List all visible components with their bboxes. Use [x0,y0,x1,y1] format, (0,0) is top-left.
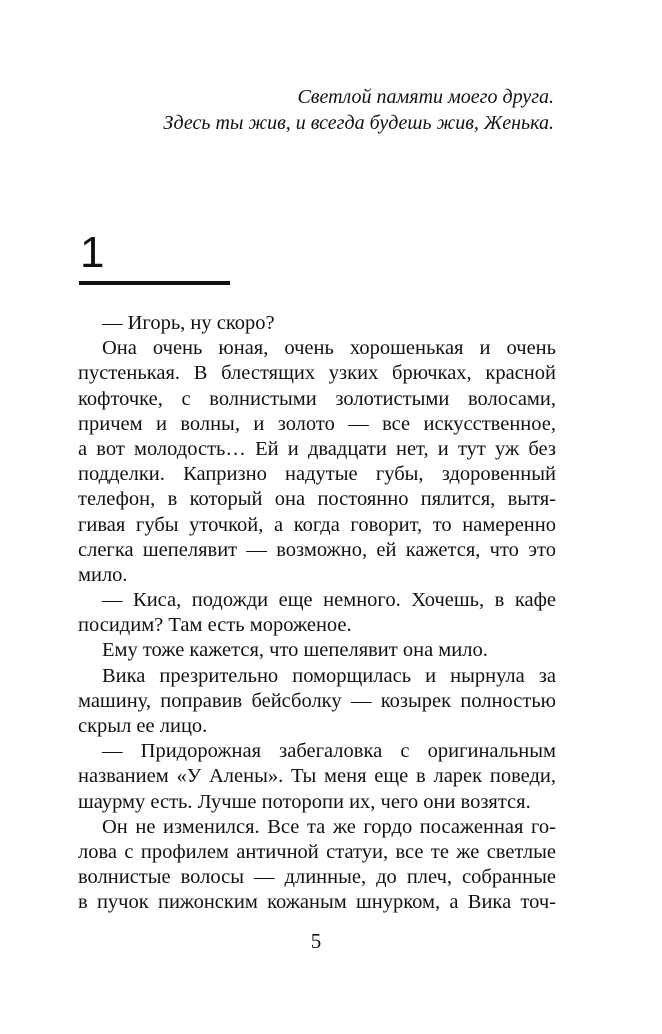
chapter-text [78,311,556,916]
chapter-number: 1 [80,228,105,277]
text-line: шаурму есть. Лучше поторопи их, чего они возятся. [78,790,531,813]
text-line: подделки. Капризно надутые губы, здоровенный [78,463,556,486]
text-line: машину, поправив бейсболку — козырек полностью [78,689,556,712]
text-line: Она очень юная, очень хорошенькая и очень [102,337,556,360]
text-line: пустенькая. В блестящих узких брючках, красной [78,362,556,385]
text-line: — Игорь, ну скоро? [102,312,275,334]
page-number: 5 [310,929,322,953]
text-line: гивая губы уточкой, а когда говорит, то намеренно [78,513,556,536]
text-line: слегка шепелявит — возможно, ей кажется, что это [78,538,556,561]
text-line: а вот молодость… Ей и двадцати нет, и тут уж без [78,437,556,460]
text-line: волнистые волосы — длинные, до плеч, собранные [78,866,556,889]
text-line: Он не изменился. Все та же гордо посаженная го- [102,815,556,838]
text-line: причем и волны, и золото — все искусственное, [78,412,556,435]
text-line: кофточке, с волнистыми золотистыми волосами, [78,387,556,410]
text-line: Вика презрительно поморщилась и нырнула за [102,664,556,687]
text-line: скрыл ее лицо. [78,715,208,737]
text-line: — Киса, подожди еще немного. Хочешь, в кафе [102,589,556,612]
text-line: телефон, в который она постоянно пялится, вытя- [78,488,556,511]
text-line: посидим? Там есть мороженое. [78,614,352,637]
epigraph-line-2: Здесь ты жив, и всегда будешь жив, Женька. [163,112,554,134]
chapter-rule [79,281,230,285]
text-line: лова с профилем античной статуи, все те же светлые [78,840,556,863]
epigraph-line-1: Светлой памяти моего друга. [297,86,554,108]
text-line: Ему тоже кажется, что шепелявит она мило. [102,639,488,662]
text-line: — Придорожная забегаловка с оригинальным [102,740,556,763]
text-line: в пучок пижонским кожаным шнурком, а Вика точ- [78,891,556,914]
text-line: названием «У Алены». Ты меня еще в ларек поведи, [78,765,556,788]
text-line: мило. [78,563,128,586]
epigraph [34,84,554,136]
